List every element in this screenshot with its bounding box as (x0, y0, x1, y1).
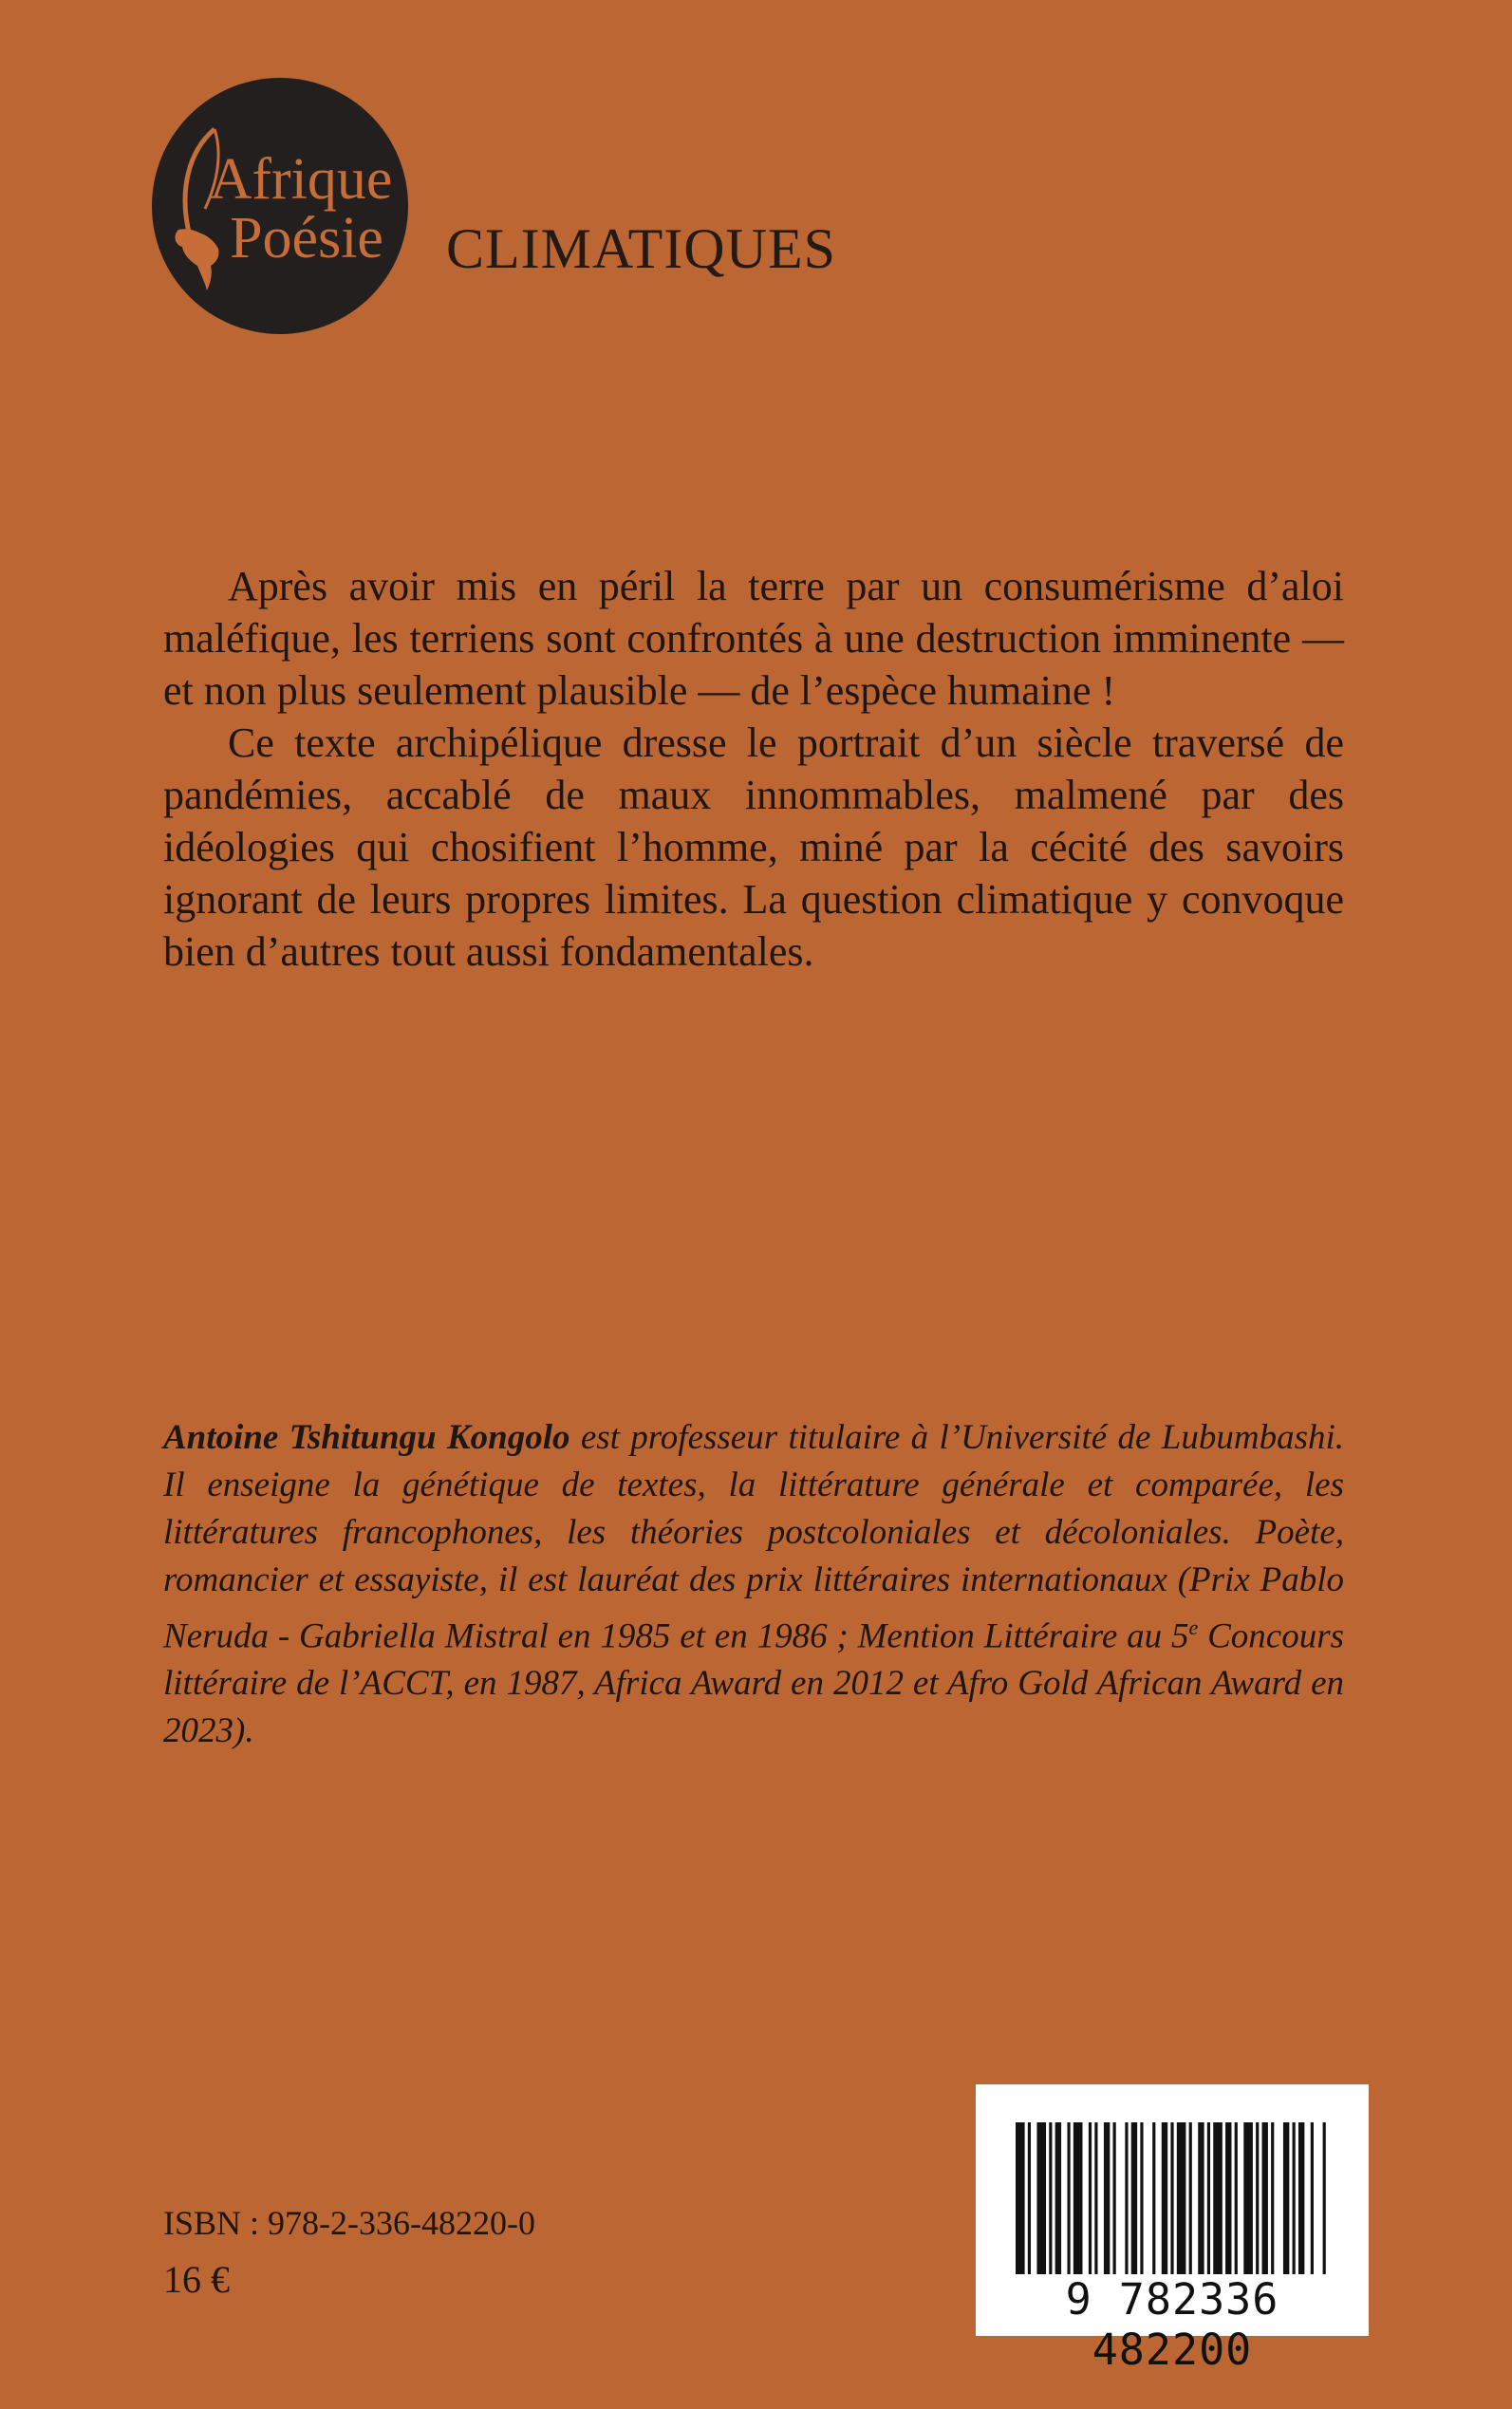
bio-text-continued: Concours littéraire de l’ACCT, en 1987, Africa Award en 2012 et Afro Gold African Award en 2023). (163, 1616, 1344, 1751)
isbn: ISBN : 978-2-336-48220-0 (163, 2204, 535, 2242)
back-cover-blurb (163, 560, 1344, 978)
bio-superscript: e (1188, 1615, 1199, 1639)
author-bio (163, 1414, 1344, 1755)
barcode-bars (1016, 2122, 1329, 2274)
logo-line-poesie: Poésie (230, 206, 383, 271)
book-title: climatiques (446, 195, 836, 286)
logo-line-afrique: Afrique (209, 147, 393, 212)
barcode-digits: 9 782336 482200 (1065, 2274, 1279, 2375)
author-name: Antoine Tshitungu Kongolo (163, 1418, 570, 1457)
price: 16 € (163, 2258, 230, 2301)
bio-text: est professeur titulaire à l’Université de Lubumbashi. Il enseigne la génétique de textes, la littérature générale et comparée, les littératures francophones, les théories postcoloniales et décoloniales. Poète, romancier et essayiste, il est lauréat des prix littéraires internationaux (Prix Pablo Neruda - Gabriella Mistral en 1985 et en 1986 ; Mention Littéraire au 5 (163, 1418, 1345, 1656)
blurb-paragraph: Après avoir mis en péril la terre par un consumérisme d’aloi maléfique, les terriens sont confrontés à une destruction imminente — et non plus seulement plausible — de l’espèce humaine ! (163, 563, 1344, 714)
publisher-logo (152, 78, 408, 334)
blurb-paragraph: Ce texte archipélique dresse le portrait d’un siècle traversé de pandémies, accablé de maux innommables, malmené par des idéologies qui chosifient l’homme, miné par la cécité des savoirs ignorant de leurs propres limites. La question climatique y convoque bien d’autres tout aussi fondamentales. (163, 719, 1344, 975)
barcode (976, 2084, 1369, 2375)
